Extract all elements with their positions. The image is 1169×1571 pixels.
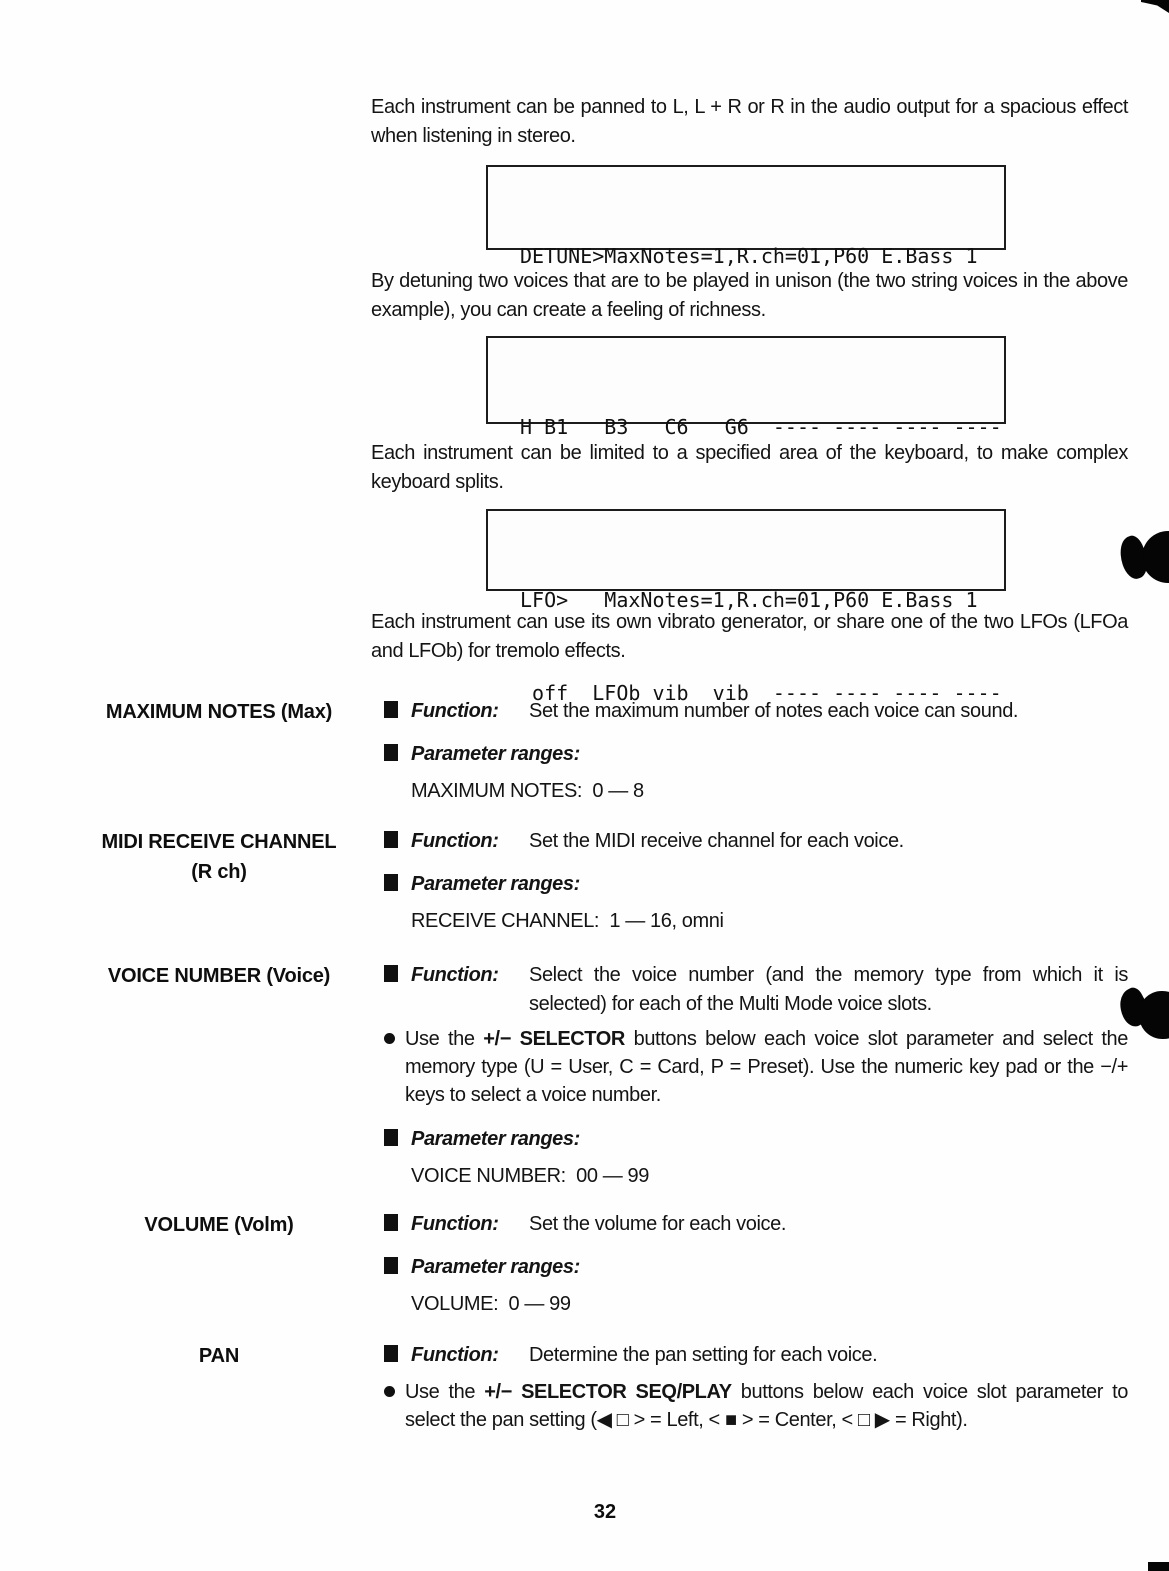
parameter-value: RECEIVE CHANNEL: 1 — 16, omni bbox=[411, 910, 724, 932]
function-row bbox=[371, 697, 1128, 726]
parameter-ranges-row bbox=[371, 740, 1128, 769]
function-text: Determine the pan setting for each voice. bbox=[529, 1344, 878, 1366]
parameter-ranges-label: Parameter ranges: bbox=[411, 1256, 580, 1278]
square-marker-icon bbox=[384, 874, 398, 891]
parameter-value: VOICE NUMBER: 00 — 99 bbox=[411, 1165, 649, 1187]
section-midi-receive-channel bbox=[0, 827, 1169, 936]
square-marker-icon bbox=[384, 1129, 398, 1146]
parameter-ranges-label: Parameter ranges: bbox=[411, 873, 580, 895]
section-pan bbox=[0, 1341, 1169, 1434]
function-row bbox=[371, 1341, 1128, 1370]
lcd-line: H B1 B3 C6 G6 ---- ---- ---- ---- bbox=[520, 415, 1002, 439]
parameter-ranges-row bbox=[371, 1125, 1128, 1154]
lcd-line: off LFOb vib vib ---- ---- ---- ---- bbox=[520, 681, 1002, 705]
lcd-display-note-limit bbox=[486, 336, 1006, 439]
scan-artifact-corner-bottom bbox=[1148, 1562, 1169, 1571]
function-text: Select the voice number (and the memory type from which it is selected) for each of the Multi Mode voice slots. bbox=[529, 964, 1128, 1015]
parameter-ranges-row bbox=[371, 870, 1128, 899]
function-text: Set the MIDI receive channel for each voice. bbox=[529, 830, 904, 852]
square-marker-icon bbox=[384, 1257, 398, 1274]
bullet-row bbox=[371, 1378, 1128, 1434]
square-marker-icon bbox=[384, 831, 398, 848]
parameter-value: MAXIMUM NOTES: 0 — 8 bbox=[411, 780, 644, 802]
square-marker-icon bbox=[384, 1214, 398, 1231]
section-heading: VOICE NUMBER (Voice) bbox=[107, 965, 331, 987]
round-bullet-icon bbox=[384, 1386, 395, 1397]
square-marker-icon bbox=[384, 701, 398, 718]
section-heading: MAXIMUM NOTES (Max) bbox=[105, 701, 333, 723]
lcd-line: DETUNE>MaxNotes=1,R.ch=01,P60 E.Bass 1 bbox=[520, 244, 978, 268]
scan-artifact-corner-top bbox=[1141, 0, 1169, 13]
bullet-text: Use the +/− SELECTOR SEQ/PLAY buttons below each voice slot parameter to select the pan setting (◀ □ > = Left, < ■ > = Center, < □ ▶ = Right). bbox=[405, 1381, 1128, 1431]
paragraph-lfo: Each instrument can use its own vibrato generator, or share one of the two LFOs (LFOa and LFOb) for tremolo effects. bbox=[371, 611, 1128, 662]
lcd-line: LFO> MaxNotes=1,R.ch=01,P60 E.Bass 1 bbox=[520, 588, 978, 612]
scan-artifact-ink-blob bbox=[1142, 531, 1169, 583]
square-marker-icon bbox=[384, 744, 398, 761]
bullet-text: Use the +/− SELECTOR buttons below each voice slot parameter and select the memory type (U = User, C = Card, P = Preset). Use the numeric key pad or the −/+ keys to select a voice number. bbox=[405, 1028, 1128, 1106]
paragraph-detune: By detuning two voices that are to be played in unison (the two string voices in the above example), you can create a feeling of richness. bbox=[371, 270, 1128, 321]
section-heading bbox=[69, 827, 369, 887]
square-marker-icon bbox=[384, 965, 398, 982]
square-marker-icon bbox=[384, 1345, 398, 1362]
function-label: Function: bbox=[411, 830, 499, 852]
function-text: Set the maximum number of notes each voice can sound. bbox=[529, 700, 1019, 722]
section-heading-line2: (R ch) bbox=[191, 861, 247, 883]
function-label: Function: bbox=[411, 964, 499, 986]
function-label: Function: bbox=[411, 1213, 499, 1235]
section-heading: PAN bbox=[198, 1345, 240, 1367]
section-heading: VOLUME (Volm) bbox=[144, 1214, 294, 1236]
parameter-ranges-label: Parameter ranges: bbox=[411, 743, 580, 765]
section-voice-number bbox=[0, 961, 1169, 1191]
parameter-value: VOLUME: 0 — 99 bbox=[411, 1293, 571, 1315]
page-number: 32 bbox=[593, 1501, 617, 1523]
function-text: Set the volume for each voice. bbox=[529, 1213, 787, 1235]
bullet-row bbox=[371, 1025, 1128, 1109]
round-bullet-icon bbox=[384, 1033, 395, 1044]
section-volume bbox=[0, 1210, 1169, 1319]
section-maximum-notes bbox=[0, 697, 1169, 806]
function-row bbox=[371, 1210, 1128, 1239]
function-row bbox=[371, 827, 1128, 856]
paragraph-pan-intro: Each instrument can be panned to L, L + R or R in the audio output for a spacious effect when listening in stereo. bbox=[371, 96, 1128, 147]
function-label: Function: bbox=[411, 700, 499, 722]
parameter-ranges-row bbox=[371, 1253, 1128, 1282]
parameter-ranges-label: Parameter ranges: bbox=[411, 1128, 580, 1150]
function-row bbox=[371, 961, 1128, 1019]
lcd-display-detune bbox=[486, 165, 1006, 268]
function-label: Function: bbox=[411, 1344, 499, 1366]
section-heading-line1: MIDI RECEIVE CHANNEL bbox=[101, 831, 337, 853]
paragraph-note-limit: Each instrument can be limited to a specified area of the keyboard, to make complex keyboard splits. bbox=[371, 442, 1128, 493]
